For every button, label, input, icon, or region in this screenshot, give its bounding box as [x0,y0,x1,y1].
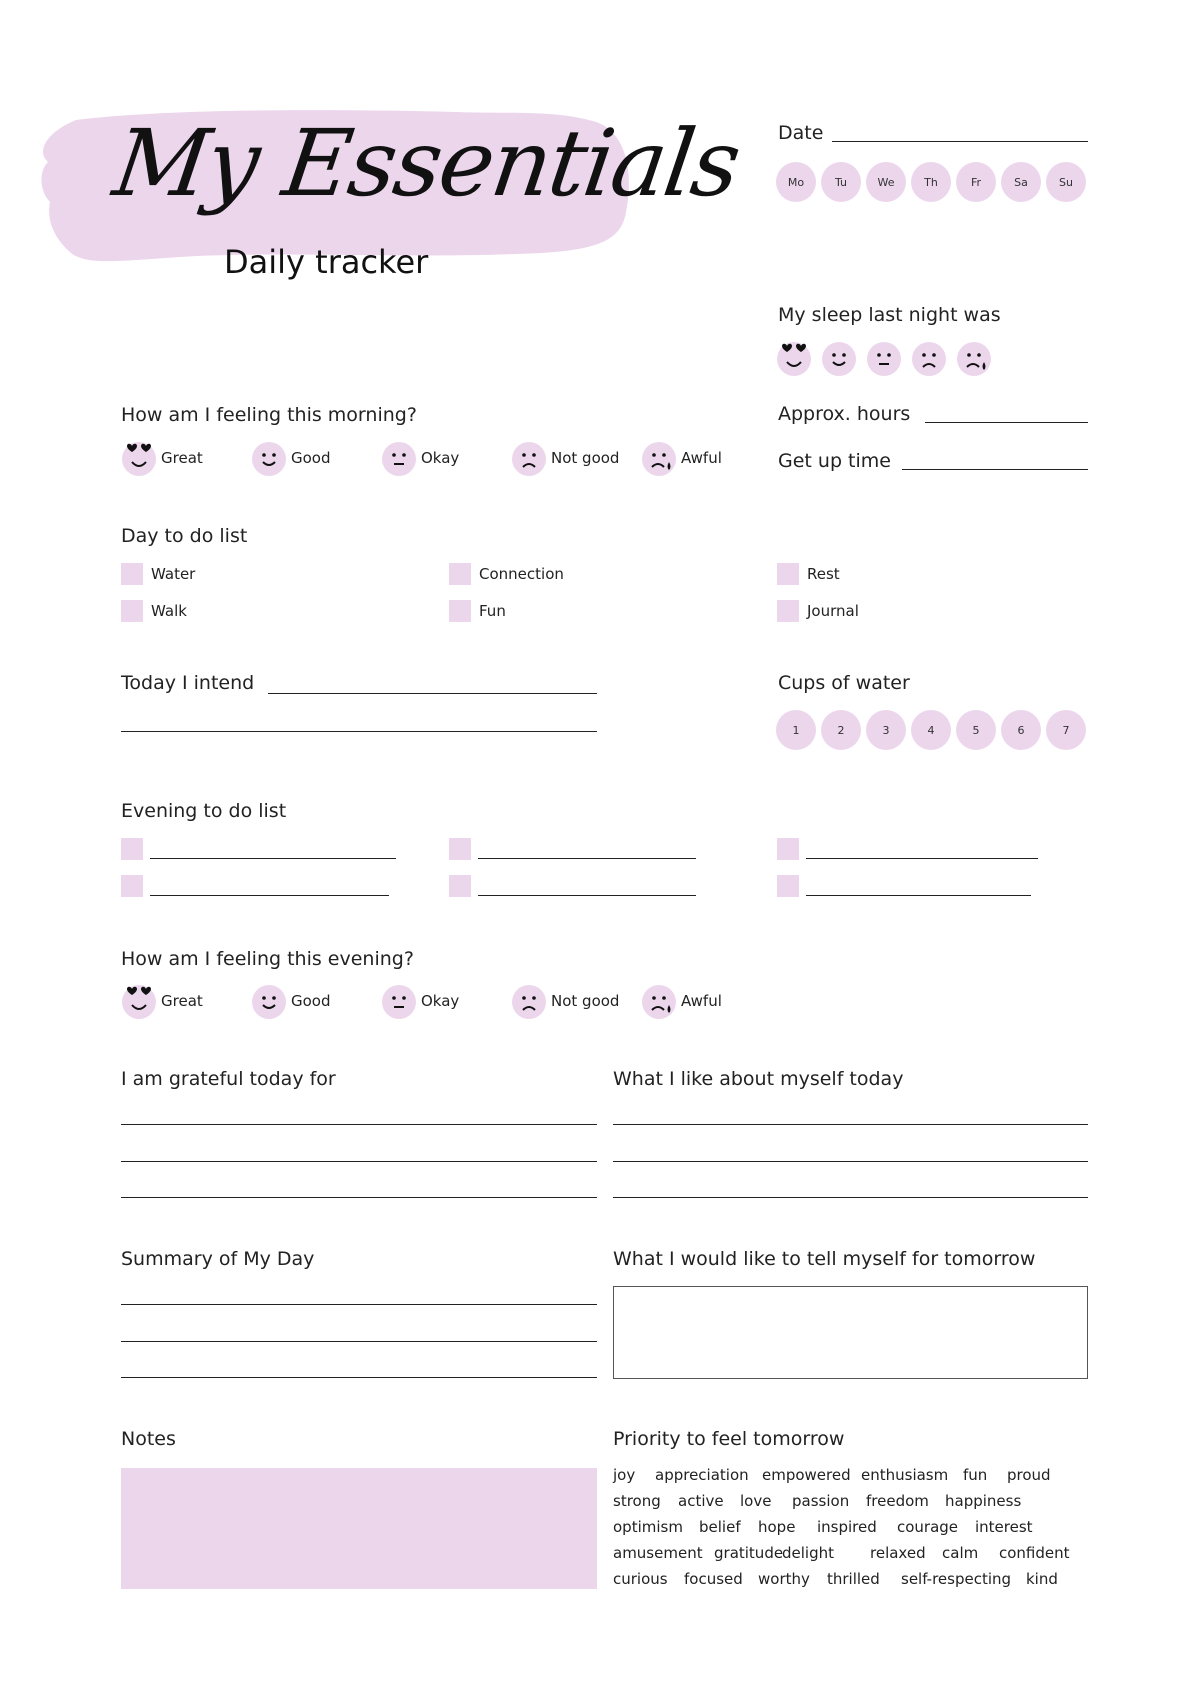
page-subtitle: Daily tracker [224,243,429,281]
day-todo-checkbox-fun[interactable] [449,600,471,622]
summary-line-1[interactable] [121,1304,597,1305]
priority-word[interactable]: delight [782,1544,834,1562]
priority-word[interactable]: gratitude [714,1544,784,1562]
smile-face-icon[interactable] [251,983,287,1019]
evening-todo-label: Evening to do list [121,800,287,822]
approx-hours-label: Approx. hours [778,403,911,425]
day-circle-th[interactable]: Th [911,162,951,202]
day-todo-checkbox-water[interactable] [121,563,143,585]
grateful-label: I am grateful today for [121,1068,336,1090]
evening-todo-line[interactable] [806,858,1038,859]
priority-word[interactable]: confident [999,1544,1070,1562]
tell-tomorrow-label: What I would like to tell myself for tomorrow [613,1248,1036,1270]
summary-line-3[interactable] [121,1377,597,1378]
priority-word[interactable]: relaxed [870,1544,926,1562]
priority-word[interactable]: focused [684,1570,743,1588]
smile-face-icon[interactable] [821,340,857,376]
morning-mood-label-1: Good [291,449,331,467]
sad-tear-face-icon[interactable] [641,440,677,476]
like-myself-line-2[interactable] [613,1161,1088,1162]
evening-todo-checkbox[interactable] [449,838,471,860]
priority-word[interactable]: kind [1026,1570,1058,1588]
water-cup-6[interactable]: 6 [1001,710,1041,750]
morning-mood-label-4: Awful [681,449,722,467]
morning-mood-label-2: Okay [421,449,460,467]
tell-tomorrow-box[interactable] [613,1286,1088,1379]
evening-mood-label-4: Awful [681,992,722,1010]
day-todo-checkbox-connection[interactable] [449,563,471,585]
priority-word[interactable]: love [740,1492,772,1510]
water-label: Cups of water [778,672,910,694]
getup-time-label: Get up time [778,450,891,472]
day-todo-checkbox-rest[interactable] [777,563,799,585]
evening-todo-checkbox[interactable] [449,875,471,897]
notes-label: Notes [121,1428,176,1450]
priority-word[interactable]: curious [613,1570,668,1588]
day-circle-mo[interactable]: Mo [776,162,816,202]
priority-word[interactable]: worthy [758,1570,810,1588]
morning-mood-label-3: Not good [551,449,620,467]
priority-word[interactable]: hope [758,1518,796,1536]
intend-input-line-2[interactable] [121,731,597,732]
priority-word[interactable]: self-respecting [901,1570,1012,1588]
morning-mood-label-0: Great [161,449,203,467]
evening-mood-label-2: Okay [421,992,460,1010]
priority-word[interactable]: courage [897,1518,959,1536]
priority-word[interactable]: inspired [817,1518,877,1536]
frown-face-icon[interactable] [511,440,547,476]
evening-feeling-label: How am I feeling this evening? [121,948,414,970]
water-cup-4[interactable]: 4 [911,710,951,750]
day-todo-item-walk: Walk [151,602,187,620]
day-circle-su[interactable]: Su [1046,162,1086,202]
priority-word[interactable]: belief [699,1518,741,1536]
evening-mood-label-0: Great [161,992,203,1010]
priority-word[interactable]: calm [942,1544,979,1562]
water-cup-3[interactable]: 3 [866,710,906,750]
evening-todo-line[interactable] [478,895,696,896]
neutral-face-icon[interactable] [381,440,417,476]
priority-word[interactable]: interest [975,1518,1033,1536]
priority-word[interactable]: fun [963,1466,988,1484]
frown-face-icon[interactable] [511,983,547,1019]
water-cup-1[interactable]: 1 [776,710,816,750]
priority-word[interactable]: empowered [762,1466,851,1484]
priority-word[interactable]: appreciation [655,1466,749,1484]
summary-line-2[interactable] [121,1341,597,1342]
date-label: Date [778,122,824,144]
priority-word[interactable]: optimism [613,1518,683,1536]
priority-label: Priority to feel tomorrow [613,1428,845,1450]
day-todo-item-journal: Journal [807,602,859,620]
heart-eyes-face-icon[interactable] [121,440,157,476]
evening-mood-label-3: Not good [551,992,620,1010]
approx-hours-input-line[interactable] [925,422,1088,423]
date-input-line[interactable] [832,141,1088,142]
neutral-face-icon[interactable] [381,983,417,1019]
priority-word[interactable]: happiness [945,1492,1022,1510]
sleep-label: My sleep last night was [778,304,1001,326]
day-todo-checkbox-walk[interactable] [121,600,143,622]
water-cup-7[interactable]: 7 [1046,710,1086,750]
day-circle-tu[interactable]: Tu [821,162,861,202]
evening-todo-checkbox[interactable] [777,875,799,897]
getup-time-input-line[interactable] [902,469,1088,470]
intend-label: Today I intend [121,672,255,694]
priority-word[interactable]: thrilled [827,1570,880,1588]
priority-word[interactable]: enthusiasm [861,1466,949,1484]
neutral-face-icon[interactable] [866,340,902,376]
day-circle-we[interactable]: We [866,162,906,202]
grateful-line-2[interactable] [121,1161,597,1162]
like-myself-line-1[interactable] [613,1124,1088,1125]
summary-label: Summary of My Day [121,1248,315,1270]
heart-eyes-face-icon[interactable] [121,983,157,1019]
evening-todo-line[interactable] [806,895,1031,896]
page-title: My Essentials [107,110,746,217]
notes-area[interactable] [121,1468,597,1589]
evening-todo-line[interactable] [150,895,389,896]
day-circle-sa[interactable]: Sa [1001,162,1041,202]
like-myself-line-3[interactable] [613,1197,1088,1198]
day-circle-fr[interactable]: Fr [956,162,996,202]
grateful-line-1[interactable] [121,1124,597,1125]
priority-word[interactable]: joy [613,1466,636,1484]
water-cup-5[interactable]: 5 [956,710,996,750]
day-todo-item-rest: Rest [807,565,840,583]
priority-word[interactable]: proud [1007,1466,1051,1484]
sad-tear-face-icon[interactable] [641,983,677,1019]
morning-feeling-label: How am I feeling this morning? [121,404,417,426]
day-todo-checkbox-journal[interactable] [777,600,799,622]
grateful-line-3[interactable] [121,1197,597,1198]
day-todo-item-water: Water [151,565,196,583]
priority-word[interactable]: strong [613,1492,661,1510]
day-todo-label: Day to do list [121,525,248,547]
evening-todo-line[interactable] [478,858,696,859]
priority-word[interactable]: passion [792,1492,850,1510]
priority-word[interactable]: freedom [866,1492,929,1510]
water-cup-2[interactable]: 2 [821,710,861,750]
evening-todo-checkbox[interactable] [121,838,143,860]
frown-face-icon[interactable] [911,340,947,376]
day-todo-item-connection: Connection [479,565,564,583]
evening-todo-checkbox[interactable] [121,875,143,897]
priority-word[interactable]: active [678,1492,724,1510]
evening-todo-line[interactable] [150,858,396,859]
evening-todo-checkbox[interactable] [777,838,799,860]
day-todo-item-fun: Fun [479,602,506,620]
heart-eyes-face-icon[interactable] [776,340,812,376]
priority-word[interactable]: amusement [613,1544,703,1562]
like-myself-label: What I like about myself today [613,1068,904,1090]
evening-mood-label-1: Good [291,992,331,1010]
sad-tear-face-icon[interactable] [956,340,992,376]
smile-face-icon[interactable] [251,440,287,476]
intend-input-line-1[interactable] [268,693,597,694]
